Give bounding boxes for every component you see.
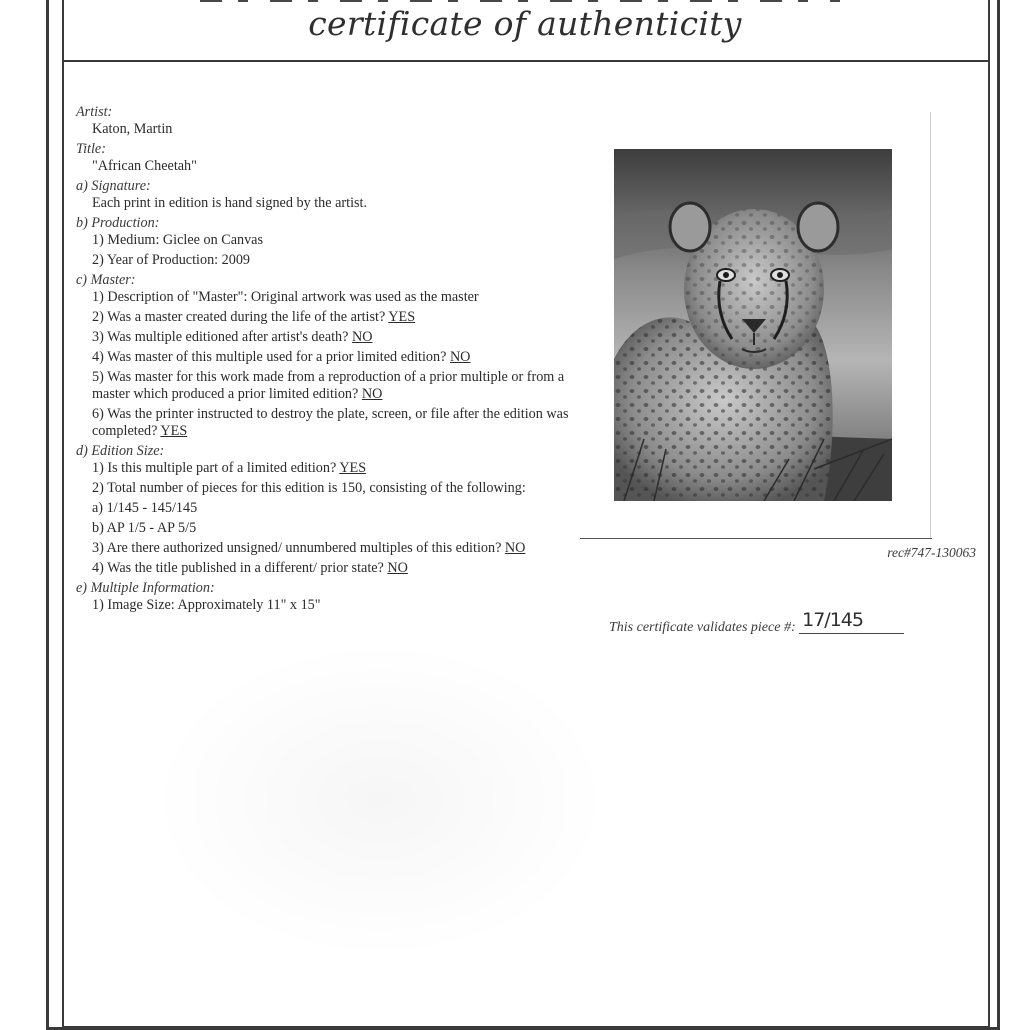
- edition-range-a: a) 1/145 - 145/145: [92, 500, 198, 516]
- master-item-text: 2) Was a master created during the life of the artist?: [92, 309, 389, 325]
- title-label: Title:: [76, 141, 106, 157]
- edition-q3: [76, 540, 586, 557]
- piece-number-field: [799, 609, 904, 634]
- master-item-answer: YES: [160, 423, 188, 439]
- production-year: 2) Year of Production: 2009: [92, 252, 251, 268]
- master-item: [76, 369, 586, 403]
- edition-q3-answer: NO: [504, 540, 526, 556]
- production-medium: 1) Medium: Giclee on Canvas: [92, 232, 263, 248]
- certificate-details: [76, 102, 586, 617]
- edition-q1-answer: YES: [339, 460, 367, 476]
- master-item: [76, 329, 586, 346]
- record-number: rec#747-130063: [887, 545, 976, 560]
- edition-label: d) Edition Size:: [76, 443, 165, 459]
- background-watermark: [150, 640, 610, 960]
- piece-validation: [609, 609, 939, 636]
- cropped-heading-fragment: [200, 0, 840, 2]
- artist-label: Artist:: [76, 104, 113, 120]
- signature-label: a) Signature:: [76, 178, 151, 194]
- multiple-label: e) Multiple Information:: [76, 580, 215, 596]
- edition-q4-text: 4) Was the title published in a different/ prior state?: [92, 560, 388, 576]
- title-value: "African Cheetah": [92, 158, 197, 174]
- master-item-answer: NO: [361, 386, 383, 402]
- production-label: b) Production:: [76, 215, 160, 231]
- master-item: [76, 309, 586, 326]
- handwritten-piece-number: 17/145: [802, 609, 863, 631]
- signature-value: Each print in edition is hand signed by the artist.: [92, 195, 368, 211]
- multiple-image-size: 1) Image Size: Approximately 11" x 15": [92, 597, 321, 613]
- edition-q2: 2) Total number of pieces for this edition is 150, consisting of the following:: [92, 480, 526, 496]
- master-item: [76, 406, 586, 440]
- master-item-answer: YES: [388, 309, 416, 325]
- artist-value: Katon, Martin: [92, 121, 173, 137]
- header-divider: [62, 60, 988, 62]
- master-item-answer: NO: [449, 349, 471, 365]
- master-item-text: 3) Was multiple editioned after artist's death?: [92, 329, 352, 345]
- artwork-mat-edge: [580, 538, 932, 539]
- edition-range-b: b) AP 1/5 - AP 5/5: [92, 520, 197, 536]
- edition-q4: [76, 560, 586, 577]
- validation-label: This certificate validates piece #:: [609, 620, 800, 635]
- cheetah-artwork-image: [614, 149, 892, 501]
- certificate-title: certificate of authenticity: [308, 4, 742, 43]
- master-item-text: 5) Was master for this work made from a reproduction of a prior multiple or from a master which produced a prior limited edition?: [92, 369, 565, 402]
- master-item-answer: NO: [352, 329, 373, 345]
- master-item-text: 1) Description of "Master": Original artwork was used as the master: [92, 289, 479, 305]
- master-item: [76, 349, 586, 366]
- master-item-text: 6) Was the printer instructed to destroy the plate, screen, or file after the edition was completed?: [92, 406, 569, 439]
- edition-q1: [76, 460, 586, 477]
- master-item-text: 4) Was master of this multiple used for a prior limited edition?: [92, 349, 450, 365]
- edition-q1-text: 1) Is this multiple part of a limited edition?: [92, 460, 340, 476]
- edition-q3-text: 3) Are there authorized unsigned/ unnumbered multiples of this edition?: [92, 540, 505, 556]
- master-label: c) Master:: [76, 272, 136, 288]
- master-item: [76, 289, 586, 306]
- edition-q4-answer: NO: [387, 560, 408, 576]
